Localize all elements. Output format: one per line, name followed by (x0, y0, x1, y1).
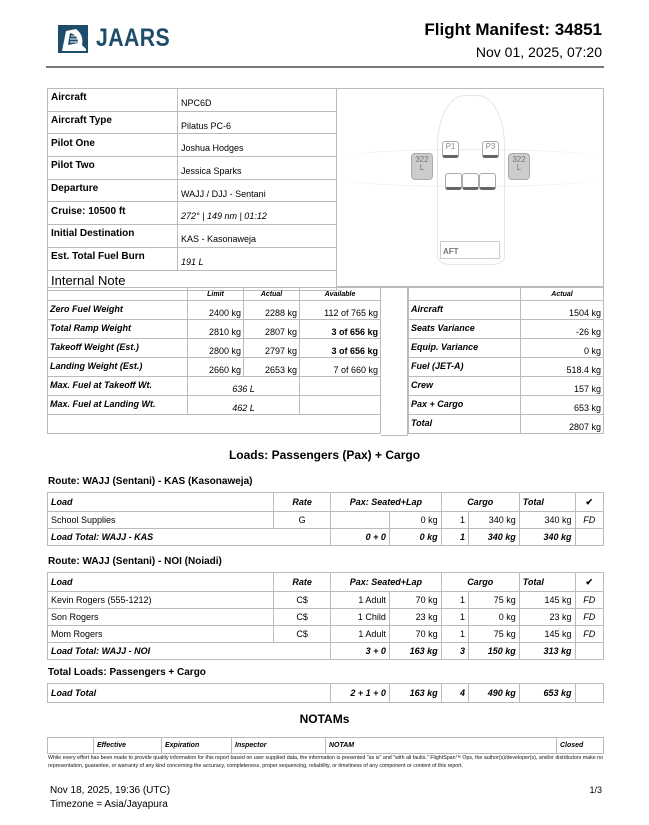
load-row (48, 609, 604, 626)
header-actual: Actual (521, 288, 604, 301)
weight-summary-value: 0 kg (521, 339, 604, 358)
load-check: FD (575, 512, 603, 529)
route-total-cargo-count: 1 (441, 529, 468, 546)
route-total-cargo-count: 3 (441, 643, 468, 660)
checkmark-icon: ✔ (575, 493, 603, 512)
route-1-title: Route: WAJJ (Sentani) - KAS (Kasonaweja) (48, 476, 253, 487)
notam-col-closed: Closed (557, 738, 604, 754)
flight-info-value: Pilatus PC-6 (178, 111, 337, 134)
flight-info-label: Est. Total Fuel Burn (48, 247, 178, 270)
route-total-total: 340 kg (519, 529, 575, 546)
weight-summary-row (409, 320, 604, 339)
flight-info-label: Pilot One (48, 134, 178, 157)
load-cargo-kg: 75 kg (469, 626, 520, 643)
flight-info-value: 272° | 149 nm | 01:12 (178, 202, 337, 225)
weight-available-value: 112 of 765 kg (300, 301, 381, 320)
weight-limit-label: Takeoff Weight (Est.) (48, 339, 188, 358)
weight-summary-label: Aircraft (409, 301, 521, 320)
page-number: 1/3 (589, 785, 602, 795)
flight-info-label: Initial Destination (48, 225, 178, 248)
load-rate: G (274, 512, 331, 529)
weight-limit-value: 2810 kg (188, 320, 244, 339)
col-pax: Pax: Seated+Lap (331, 573, 442, 592)
load-total: 145 kg (519, 626, 575, 643)
weight-actual-value: 2288 kg (244, 301, 300, 320)
weight-summary-row (409, 377, 604, 396)
load-row (48, 626, 604, 643)
weight-summary-row (409, 396, 604, 415)
load-cargo-kg: 75 kg (469, 592, 520, 609)
load-rate: C$ (274, 626, 331, 643)
left-tank-unit: L (419, 163, 425, 172)
seat-p1[interactable]: P1 (442, 141, 459, 158)
col-load: Load (48, 573, 274, 592)
manifest-title: Flight Manifest: 34851 (424, 20, 602, 39)
route-total-row (48, 529, 604, 546)
route-2-title: Route: WAJJ (Sentani) - NOI (Noiadi) (48, 556, 222, 567)
col-load: Load (48, 493, 274, 512)
flight-info-row (48, 247, 337, 270)
col-cargo: Cargo (441, 573, 519, 592)
weight-summary-table (408, 287, 604, 434)
load-pax-kg: 70 kg (389, 626, 441, 643)
weight-summary-row (409, 301, 604, 320)
max-fuel-blank (300, 396, 381, 415)
weight-summary-header (409, 288, 604, 301)
weight-summary-label: Fuel (JET-A) (409, 358, 521, 377)
weight-limit-row (48, 301, 381, 320)
load-cargo-kg: 0 kg (469, 609, 520, 626)
weight-limit-row (48, 320, 381, 339)
flight-info-row (48, 89, 337, 112)
weight-limit-row (48, 339, 381, 358)
left-fuel-tank (411, 153, 433, 180)
flight-info-label: Departure (48, 179, 178, 202)
load-name: School Supplies (48, 512, 274, 529)
report-header (46, 18, 604, 68)
col-rate: Rate (274, 573, 331, 592)
load-name: Kevin Rogers (555-1212) (48, 592, 274, 609)
load-check: FD (575, 626, 603, 643)
header-actual: Actual (244, 288, 300, 301)
load-cargo-count: 1 (441, 512, 468, 529)
max-fuel-value: 462 L (188, 396, 300, 415)
weight-limits-header (48, 288, 381, 301)
blank-row (48, 415, 381, 434)
grand-total-cargo-kg: 490 kg (469, 684, 520, 703)
load-pax: 1 Child (331, 609, 390, 626)
grand-total-label: Load Total (48, 684, 331, 703)
weight-limit-label: Zero Fuel Weight (48, 301, 188, 320)
weight-summary-value: 2807 kg (521, 415, 604, 434)
weight-limit-row (48, 358, 381, 377)
weight-summary-row (409, 415, 604, 434)
weight-limit-label: Landing Weight (Est.) (48, 358, 188, 377)
notam-col-effective: Effective (94, 738, 162, 754)
weight-actual-value: 2797 kg (244, 339, 300, 358)
flight-info-table (47, 88, 337, 291)
load-cargo-kg: 340 kg (469, 512, 520, 529)
load-pax (331, 512, 390, 529)
load-name: Son Rogers (48, 609, 274, 626)
route-total-cargo-kg: 150 kg (469, 643, 520, 660)
weight-summary-label: Crew (409, 377, 521, 396)
notams-header (48, 738, 604, 754)
header-blank (409, 288, 521, 301)
col-rate: Rate (274, 493, 331, 512)
left-tank-value: 322 (415, 155, 429, 164)
weight-actual-value: 2653 kg (244, 358, 300, 377)
notam-col-blank (48, 738, 94, 754)
load-check: FD (575, 609, 603, 626)
seat-row2-2[interactable] (462, 173, 479, 190)
timezone-label: Timezone = Asia/Jayapura (50, 799, 168, 810)
seat-row2-3[interactable] (479, 173, 496, 190)
logo-plane-icon (58, 25, 88, 53)
flight-info-row (48, 157, 337, 180)
weight-available-value: 3 of 656 kg (300, 320, 381, 339)
flight-info-value: Joshua Hodges (178, 134, 337, 157)
weight-limits-table (47, 287, 381, 434)
load-rate: C$ (274, 609, 331, 626)
load-pax-kg: 70 kg (389, 592, 441, 609)
flight-info-value: KAS - Kasonaweja (178, 225, 337, 248)
grand-total-cargo-count: 4 (441, 684, 468, 703)
load-total: 340 kg (519, 512, 575, 529)
load-pax: 1 Adult (331, 592, 390, 609)
load-pax-kg: 23 kg (389, 609, 441, 626)
flight-info-value: NPC6D (178, 89, 337, 112)
max-fuel-value: 636 L (188, 377, 300, 396)
seat-p3[interactable]: P3 (482, 141, 499, 158)
weight-available-value: 3 of 656 kg (300, 339, 381, 358)
weight-summary-value: 653 kg (521, 396, 604, 415)
load-name: Mom Rogers (48, 626, 274, 643)
route-total-cargo-kg: 340 kg (469, 529, 520, 546)
notam-col-inspector: Inspector (232, 738, 326, 754)
header-limit: Limit (188, 288, 244, 301)
flight-info-value: WAJJ / DJJ - Sentani (178, 179, 337, 202)
weight-limit-label: Total Ramp Weight (48, 320, 188, 339)
aft-cargo-area: AFT (440, 241, 500, 259)
flight-info-value: 191 L (178, 247, 337, 270)
col-total: Total (519, 493, 575, 512)
right-tank-value: 322 (512, 155, 526, 164)
load-rate: C$ (274, 592, 331, 609)
route-total-pax-kg: 0 kg (389, 529, 441, 546)
grand-total-check (575, 684, 603, 703)
jaars-logo (58, 24, 183, 53)
flight-info-row (48, 202, 337, 225)
weight-summary-label: Total (409, 415, 521, 434)
route-1-table (47, 492, 604, 546)
table-spacer (381, 287, 408, 436)
seat-row2-1[interactable] (445, 173, 462, 190)
route-total-check (575, 643, 603, 660)
weight-limit-value: 2800 kg (188, 339, 244, 358)
internal-note-label: Internal Note (48, 270, 337, 290)
right-fuel-tank (508, 153, 530, 180)
header-available: Available (300, 288, 381, 301)
flight-info-row (48, 111, 337, 134)
loads-section-title: Loads: Passengers (Pax) + Cargo (228, 448, 421, 462)
load-pax-kg: 0 kg (389, 512, 441, 529)
flight-info-value: Jessica Sparks (178, 157, 337, 180)
total-loads-table (47, 683, 604, 703)
manifest-datetime: Nov 01, 2025, 07:20 (475, 44, 602, 60)
notam-col-notam: NOTAM (326, 738, 557, 754)
grand-total-total: 653 kg (519, 684, 575, 703)
header-blank (48, 288, 188, 301)
route-total-label: Load Total: WAJJ - KAS (48, 529, 331, 546)
max-fuel-blank (300, 377, 381, 396)
weight-summary-value: 1504 kg (521, 301, 604, 320)
route-total-pax: 0 + 0 (331, 529, 390, 546)
weight-summary-row (409, 358, 604, 377)
load-table-header (48, 493, 604, 512)
weight-actual-value: 2807 kg (244, 320, 300, 339)
flight-info-row (48, 134, 337, 157)
col-pax: Pax: Seated+Lap (331, 493, 442, 512)
max-fuel-label: Max. Fuel at Landing Wt. (48, 396, 188, 415)
flight-info-row (48, 225, 337, 248)
weight-summary-label: Equip. Variance (409, 339, 521, 358)
max-fuel-row (48, 396, 381, 415)
route-total-row (48, 643, 604, 660)
col-total: Total (519, 573, 575, 592)
weight-summary-label: Seats Variance (409, 320, 521, 339)
load-total: 145 kg (519, 592, 575, 609)
generated-timestamp: Nov 18, 2025, 19:36 (UTC) (50, 785, 171, 796)
grand-total-row (48, 684, 604, 703)
max-fuel-label: Max. Fuel at Takeoff Wt. (48, 377, 188, 396)
route-total-check (575, 529, 603, 546)
weight-summary-value: 157 kg (521, 377, 604, 396)
weight-limit-value: 2400 kg (188, 301, 244, 320)
flight-info-row (48, 179, 337, 202)
route-total-label: Load Total: WAJJ - NOI (48, 643, 331, 660)
notams-title: NOTAMs (299, 712, 350, 726)
grand-total-pax-kg: 163 kg (389, 684, 441, 703)
route-total-pax-kg: 163 kg (389, 643, 441, 660)
flight-info-label: Aircraft Type (48, 111, 178, 134)
checkmark-icon: ✔ (575, 573, 603, 592)
load-row (48, 592, 604, 609)
weight-available-value: 7 of 660 kg (300, 358, 381, 377)
right-tank-unit: L (516, 163, 522, 172)
max-fuel-row (48, 377, 381, 396)
flight-info-label: Aircraft (48, 89, 178, 112)
load-table-header (48, 573, 604, 592)
disclaimer-text: While every effort has been made to provide quality information for this report based on user supplied data, the information is presented "as is" and "with all faults." FlightSpan™ Ops, the author(s)/developer(s), and/or distributors make no representation, guarantee, or warranty of any kind concerning the accuracy, completeness, proper sequencing, reliability, or timeliness of any component or content of this report. (48, 755, 604, 769)
route-2-table (47, 572, 604, 660)
weight-summary-value: -26 kg (521, 320, 604, 339)
total-loads-title: Total Loads: Passengers + Cargo (48, 667, 206, 678)
load-pax: 1 Adult (331, 626, 390, 643)
weight-summary-label: Pax + Cargo (409, 396, 521, 415)
load-total: 23 kg (519, 609, 575, 626)
load-check: FD (575, 592, 603, 609)
load-cargo-count: 1 (441, 626, 468, 643)
grand-total-pax: 2 + 1 + 0 (331, 684, 390, 703)
seat-diagram (337, 88, 604, 287)
flight-info-label: Pilot Two (48, 157, 178, 180)
weight-summary-value: 518.4 kg (521, 358, 604, 377)
notam-col-expiration: Expiration (162, 738, 232, 754)
col-cargo: Cargo (441, 493, 519, 512)
load-row (48, 512, 604, 529)
flight-info-label: Cruise: 10500 ft (48, 202, 178, 225)
notams-table (47, 737, 604, 754)
load-cargo-count: 1 (441, 609, 468, 626)
weight-summary-row (409, 339, 604, 358)
route-total-total: 313 kg (519, 643, 575, 660)
logo-text: JAARS (96, 24, 171, 52)
route-total-pax: 3 + 0 (331, 643, 390, 660)
load-cargo-count: 1 (441, 592, 468, 609)
weight-limit-value: 2660 kg (188, 358, 244, 377)
